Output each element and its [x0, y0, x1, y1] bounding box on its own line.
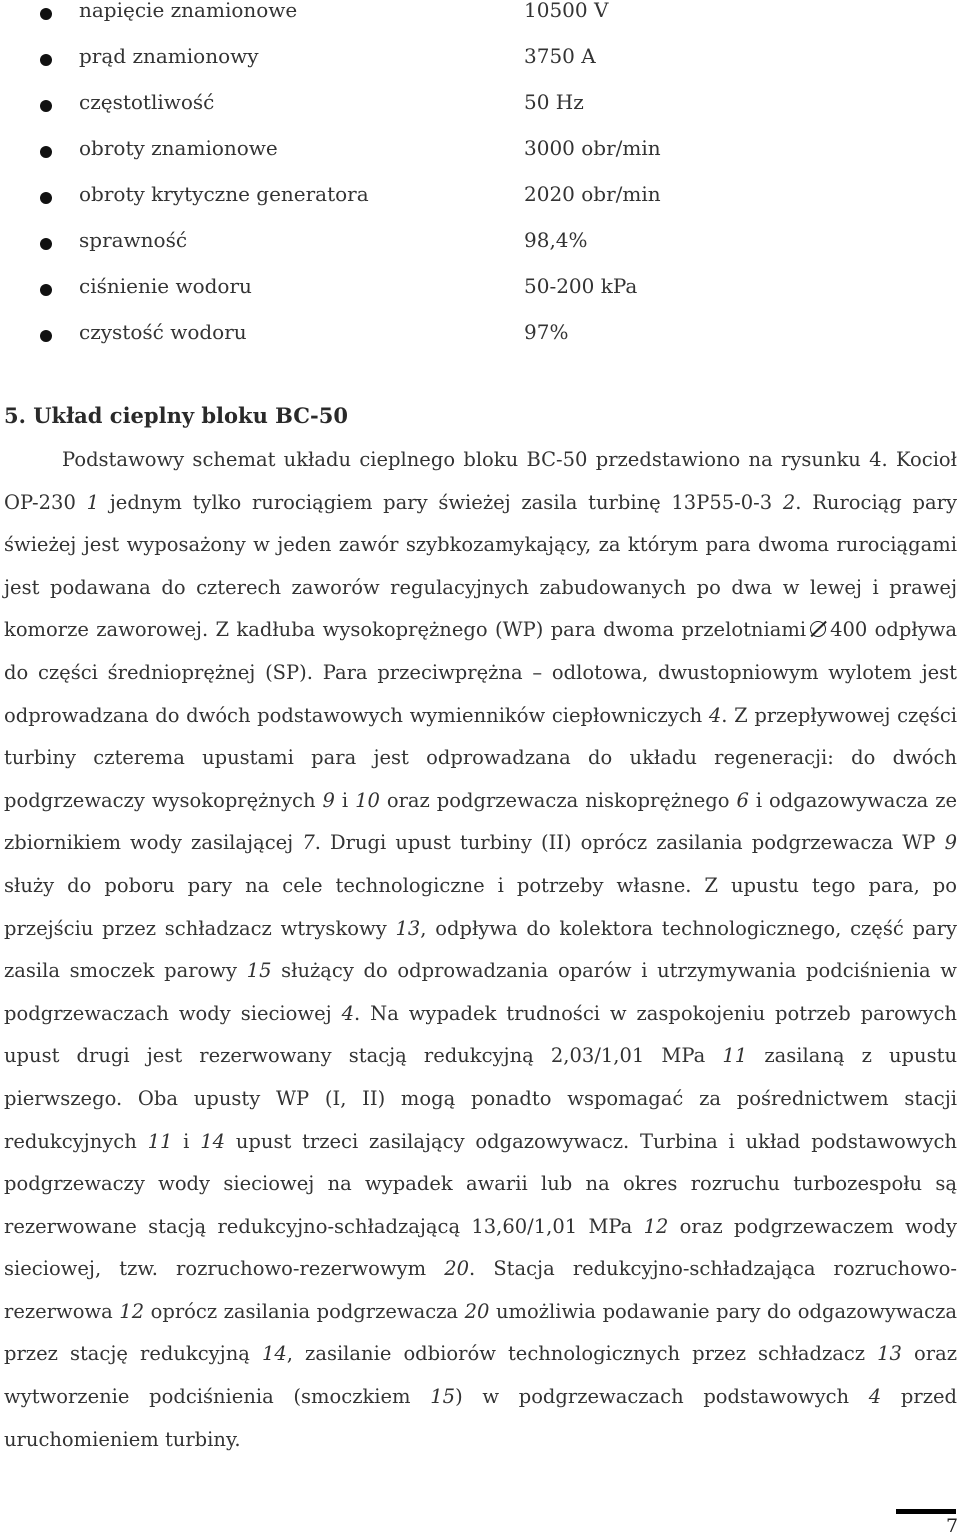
- reference-number: 15: [246, 959, 272, 983]
- reference-number: 4: [868, 1385, 882, 1409]
- reference-number: 14: [261, 1342, 287, 1366]
- text-run: oraz podgrzewacza niskoprężnego: [379, 788, 737, 812]
- reference-number: 1: [86, 490, 99, 514]
- reference-number: 10: [355, 788, 380, 812]
- spec-value: 10500 V: [524, 0, 609, 22]
- spec-label: częstotliwość: [79, 90, 215, 114]
- text-run: 400 odpływa do części średnioprężnej (SP). Para przeciwprężna – odlotowa, dwustopniowym wylotem jest odprowadzana do dwóch podstawowych wymienników ciepłowniczych: [4, 618, 957, 727]
- spec-label: napięcie znamionowe: [79, 0, 298, 22]
- text-run: i: [172, 1129, 201, 1153]
- text-run: i: [334, 788, 356, 812]
- text-run: , zasilanie odbiorów technologicznych przez schładzacz: [286, 1342, 878, 1366]
- reference-number: 11: [722, 1044, 748, 1068]
- spec-value: 3000 obr/min: [524, 136, 661, 160]
- bullet-icon: [40, 100, 52, 112]
- spec-value: 3750 A: [524, 44, 596, 68]
- text-run: . Drugi upust turbiny (II) oprócz zasilania podgrzewacza WP: [314, 831, 945, 855]
- spec-label: sprawność: [79, 228, 188, 252]
- spec-item: [0, 138, 960, 168]
- reference-number: 6: [736, 788, 749, 812]
- text-run: . Stacja redukcyjno-schładzająca rozruchowo-rezerwowa: [4, 1257, 957, 1323]
- text-run: . Rurociąg pary świeżej jest wyposażony w jeden zawór szybkozamykający, za którym para dwoma rurociągami jest podawana do czterech zaworów regulacyjnych zabudowanych po dwa w lewej i prawej komorze zaworowej. Z kadłuba wysokoprężnego (WP) para dwoma przelotniami: [4, 490, 957, 642]
- reference-number: 20: [464, 1299, 490, 1323]
- spec-label: obroty znamionowe: [79, 136, 278, 160]
- spec-label: prąd znamionowy: [79, 44, 259, 68]
- spec-label: obroty krytyczne generatora: [79, 182, 369, 206]
- diameter-icon: [810, 621, 826, 637]
- reference-number: 7: [302, 831, 315, 855]
- text-run: oraz wytworzenie podciśnienia (smoczkiem: [4, 1342, 957, 1409]
- section-heading: 5. Układ cieplny bloku BC-50: [4, 403, 348, 428]
- bullet-icon: [40, 284, 52, 296]
- reference-number: 20: [444, 1257, 470, 1281]
- bullet-icon: [40, 8, 52, 20]
- text-run: . Na wypadek trudności w zaspokojeniu potrzeb parowych upust drugi jest rezerwowany stacją redukcyjną 2,03/1,01 MPa: [4, 1001, 957, 1068]
- body-paragraph: [4, 439, 957, 1461]
- spec-item: [0, 0, 960, 30]
- spec-label: ciśnienie wodoru: [79, 274, 252, 298]
- reference-number: 2: [782, 490, 796, 514]
- reference-number: 12: [643, 1214, 669, 1238]
- bullet-icon: [40, 192, 52, 204]
- spec-item: [0, 184, 960, 214]
- spec-item: [0, 92, 960, 122]
- bullet-icon: [40, 238, 52, 250]
- spec-item: [0, 46, 960, 76]
- reference-number: 14: [200, 1129, 226, 1153]
- reference-number: 15: [430, 1385, 456, 1409]
- reference-number: 13: [395, 916, 421, 940]
- reference-number: 4: [708, 703, 722, 727]
- text-run: jednym tylko rurociągiem pary świeżej zasila turbinę 13P55-0-3: [99, 490, 783, 514]
- text-run: Podstawowy schemat układu cieplnego bloku BC-50 przedstawiono na rysunku 4. Kocioł OP-230: [4, 448, 957, 514]
- spec-value: 50 Hz: [524, 90, 584, 114]
- spec-item: [0, 322, 960, 352]
- spec-value: 50-200 kPa: [524, 274, 638, 298]
- text-run: oraz podgrzewaczem wody sieciowej, tzw. rozruchowo-rezerwowym: [4, 1214, 957, 1281]
- bullet-icon: [40, 146, 52, 158]
- reference-number: 9: [322, 788, 335, 812]
- reference-number: 12: [119, 1299, 145, 1323]
- text-run: , odpływa do kolektora technologicznego, część pary zasila smoczek parowy: [4, 916, 957, 983]
- text-run: . Z przepływowej części turbiny czterema upustami para jest odprowadzana do układu regeneracji: do dwóch podgrzewaczy wysokoprężnych: [4, 703, 957, 812]
- text-run: zasilaną z upustu pierwszego. Oba upusty WP (I, II) mogą ponadto wspomagać za pośrednictwem stacji redukcyjnych: [4, 1044, 958, 1153]
- reference-number: 4: [341, 1001, 355, 1025]
- reference-number: 11: [147, 1129, 173, 1153]
- reference-number: 9: [944, 831, 957, 855]
- text-run: i odgazowywacza ze zbiornikiem wody zasilającej: [4, 788, 958, 855]
- bullet-icon: [40, 54, 52, 66]
- bullet-icon: [40, 330, 52, 342]
- reference-number: 13: [877, 1342, 902, 1366]
- spec-item: [0, 276, 960, 306]
- spec-item: [0, 230, 960, 260]
- text-run: przed uruchomieniem turbiny.: [4, 1385, 957, 1451]
- text-run: oprócz zasilania podgrzewacza: [144, 1299, 465, 1323]
- text-run: upust trzeci zasilający odgazowywacz. Turbina i układ podstawowych podgrzewaczy wody sieciowej na wypadek awarii lub na okres rozruchu turbozespołu są rezerwowane stacją redukcyjno-schładzającą 13,60/1,01 MPa: [4, 1129, 957, 1238]
- text-run: służy do poboru pary na cele technologiczne i potrzeby własne. Z upustu tego para, po przejściu przez schładzacz wtryskowy: [4, 873, 957, 940]
- spec-value: 98,4%: [524, 228, 588, 252]
- text-run: ) w podgrzewaczach podstawowych: [455, 1385, 869, 1409]
- text-run: służący do odprowadzania oparów i utrzymywania podciśnienia w podgrzewaczach wody sieciowej: [4, 959, 957, 1025]
- text-run: umożliwia podawanie pary do odgazowywacza przez stację redukcyjną: [4, 1299, 957, 1366]
- spec-label: czystość wodoru: [79, 320, 247, 344]
- page-number: 7: [946, 1515, 959, 1537]
- spec-value: 97%: [524, 320, 569, 344]
- spec-value: 2020 obr/min: [524, 182, 661, 206]
